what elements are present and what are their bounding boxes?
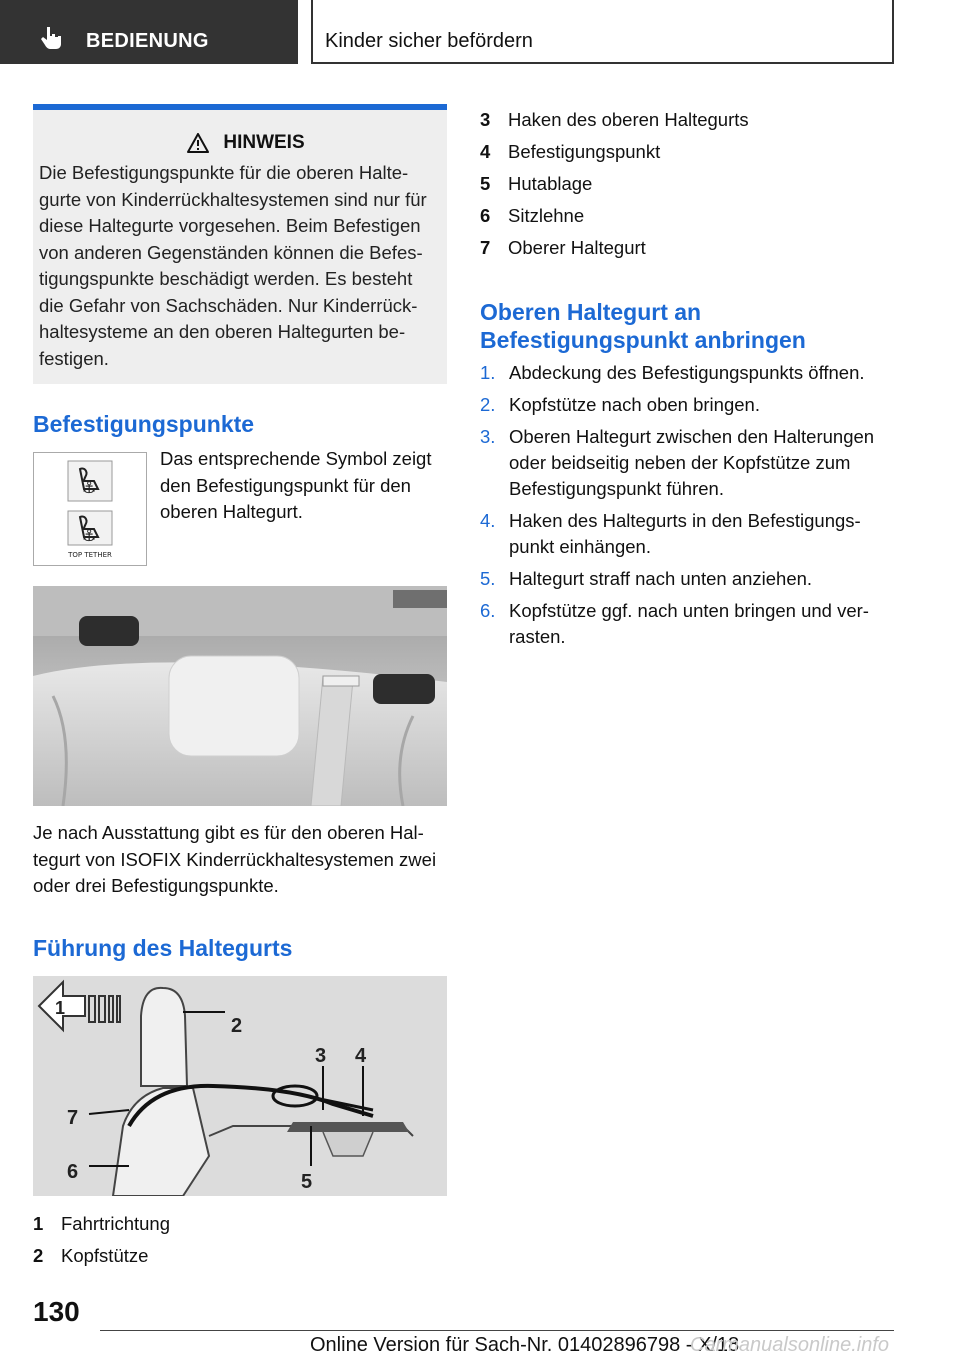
step-text: Kopfstütze nach oben bringen. bbox=[509, 394, 760, 415]
section-label: BEDIENUNG bbox=[86, 30, 209, 52]
anchor-symbol-icon bbox=[34, 453, 146, 565]
attach-heading: Oberen Haltegurt an Befestigungspunkt anbringen bbox=[480, 299, 806, 353]
warning-triangle-icon bbox=[187, 133, 209, 153]
legend-number: 3 bbox=[480, 109, 491, 130]
page-number: 130 bbox=[33, 1296, 80, 1327]
footer-version: Online Version für Sach-Nr. 01402896798 - X/18 bbox=[310, 1334, 740, 1356]
step-number: 2. bbox=[480, 394, 496, 415]
rear-shelf-photo bbox=[33, 586, 447, 806]
legend-label: Sitzlehne bbox=[508, 205, 585, 226]
callout-3: 3 bbox=[315, 1044, 327, 1067]
legend-number: 6 bbox=[480, 205, 491, 226]
legend-item bbox=[33, 1208, 447, 1240]
hand-pointer-icon bbox=[40, 26, 62, 50]
step-number: 6. bbox=[480, 600, 496, 621]
attach-steps bbox=[480, 360, 900, 650]
callout-6: 6 bbox=[67, 1160, 79, 1183]
routing-heading: Führung des Haltegurts bbox=[33, 934, 293, 961]
step-number: 1. bbox=[480, 362, 496, 383]
step-item bbox=[480, 508, 900, 560]
routing-diagram bbox=[33, 976, 447, 1196]
symbol-caption: TOP TETHER bbox=[68, 551, 112, 559]
legend-number: 4 bbox=[480, 141, 491, 162]
svg-text:⚓: ⚓ bbox=[82, 526, 97, 545]
notice-heading: HINWEIS bbox=[223, 132, 305, 153]
step-item bbox=[480, 566, 900, 592]
symbol-block bbox=[33, 446, 447, 564]
legend-number: 7 bbox=[480, 237, 491, 258]
step-number: 3. bbox=[480, 426, 496, 447]
callout-4: 4 bbox=[355, 1044, 367, 1067]
step-text: Haken des Haltegurts in den Befestigungs‐punkt einhängen. bbox=[509, 510, 861, 557]
variants-text: Je nach Ausstattung gibt es für den oberen Hal‐tegurt von ISOFIX Kinderrückhaltesystemen zwei oder drei Befestigungspunkte. bbox=[33, 822, 437, 896]
notice-box bbox=[33, 104, 447, 384]
step-text: Kopfstütze ggf. nach unten bringen und ver‐rasten. bbox=[509, 600, 869, 647]
legend-item bbox=[480, 104, 900, 136]
routing-legend-right bbox=[480, 104, 900, 264]
legend-number: 1 bbox=[33, 1212, 44, 1234]
footer-divider bbox=[100, 1330, 894, 1331]
step-item bbox=[480, 424, 900, 502]
callout-7: 7 bbox=[67, 1106, 79, 1129]
callout-2: 2 bbox=[231, 1014, 243, 1037]
callout-5: 5 bbox=[301, 1170, 313, 1193]
legend-item bbox=[480, 200, 900, 232]
legend-item bbox=[480, 136, 900, 168]
legend-label: Haken des oberen Haltegurts bbox=[508, 109, 749, 130]
svg-text:⚓: ⚓ bbox=[82, 478, 97, 497]
section-tab[interactable] bbox=[0, 0, 298, 64]
top-tether-symbol bbox=[33, 452, 147, 566]
symbol-description: Das entsprechende Symbol zeigt den Befestigungspunkt für den oberen Haltegurt. bbox=[160, 448, 432, 522]
notice-heading-row bbox=[53, 132, 439, 154]
callout-1: 1 bbox=[55, 997, 66, 1018]
legend-label: Befestigungspunkt bbox=[508, 141, 661, 162]
legend-label: Kopfstütze bbox=[61, 1244, 149, 1266]
step-number: 5. bbox=[480, 568, 496, 589]
step-item bbox=[480, 392, 900, 418]
legend-label: Fahrtrichtung bbox=[61, 1212, 170, 1234]
step-item bbox=[480, 360, 900, 386]
step-text: Oberen Haltegurt zwischen den Halterungen oder beidseitig neben der Kopfstütze zum Befestigungspunkt führen. bbox=[509, 426, 875, 499]
legend-label: Oberer Haltegurt bbox=[508, 237, 646, 258]
legend-number: 2 bbox=[33, 1244, 44, 1266]
chapter-title: Kinder sicher befördern bbox=[325, 30, 533, 52]
anchors-heading: Befestigungspunkte bbox=[33, 411, 255, 437]
step-text: Haltegurt straff nach unten anziehen. bbox=[509, 568, 813, 589]
step-item bbox=[480, 598, 900, 650]
left-column bbox=[33, 104, 447, 1272]
right-column bbox=[480, 104, 900, 656]
legend-label: Hutablage bbox=[508, 173, 593, 194]
legend-number: 5 bbox=[480, 173, 491, 194]
notice-text: Die Befestigungspunkte für die oberen Halte‐gurte von Kinderrückhaltesystemen sind nur für diese Haltegurte vorgesehen. Beim Befestigen von anderen Gegenständen können die Befes‐tigungspunkte beschädigt werden. Es besteht die Gefahr von Sachschäden. Nur Kinderrück‐haltesysteme an den oberen Haltegurten be‐festigen. bbox=[39, 162, 427, 369]
step-number: 4. bbox=[480, 510, 496, 531]
routing-legend-left bbox=[33, 1208, 447, 1272]
chapter-header bbox=[311, 0, 894, 64]
legend-item bbox=[33, 1240, 447, 1272]
watermark: Carmanualsonline.info bbox=[690, 1334, 890, 1356]
step-text: Abdeckung des Befestigungspunkts öffnen. bbox=[509, 362, 865, 383]
legend-item bbox=[480, 168, 900, 200]
legend-item bbox=[480, 232, 900, 264]
